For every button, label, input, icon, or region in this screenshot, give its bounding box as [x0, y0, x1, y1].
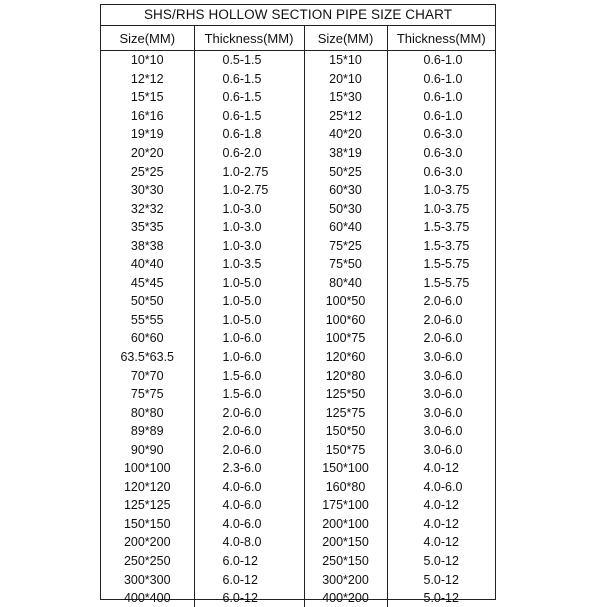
thickness-cell: 1.5-5.75 [387, 255, 495, 274]
size-cell: 75*50 [304, 255, 387, 274]
table-row [101, 107, 495, 126]
size-cell: 25*25 [101, 162, 194, 181]
size-cell: 89*89 [101, 422, 194, 441]
thickness-cell: 2.0-6.0 [194, 403, 304, 422]
size-cell: 175*100 [304, 496, 387, 515]
size-cell: 400*200 [304, 589, 387, 607]
thickness-cell: 0.6-1.8 [194, 125, 304, 144]
size-cell: 20*20 [101, 144, 194, 163]
size-cell: 38*19 [304, 144, 387, 163]
size-cell: 10*10 [101, 51, 194, 70]
thickness-cell: 0.6-1.0 [387, 70, 495, 89]
thickness-cell: 1.0-6.0 [194, 329, 304, 348]
thickness-cell: 1.0-3.5 [194, 255, 304, 274]
thickness-cell: 2.0-6.0 [194, 422, 304, 441]
size-cell: 125*75 [304, 403, 387, 422]
size-cell: 160*80 [304, 478, 387, 497]
size-cell: 80*40 [304, 274, 387, 293]
thickness-cell: 1.5-6.0 [194, 366, 304, 385]
thickness-cell: 0.6-1.0 [387, 88, 495, 107]
size-cell: 19*19 [101, 125, 194, 144]
table-row [101, 422, 495, 441]
table-row [101, 403, 495, 422]
thickness-cell: 1.5-3.75 [387, 218, 495, 237]
thickness-cell: 2.0-6.0 [387, 292, 495, 311]
size-cell: 100*60 [304, 311, 387, 330]
table-row [101, 589, 495, 607]
thickness-cell: 1.0-3.75 [387, 199, 495, 218]
size-cell: 25*12 [304, 107, 387, 126]
thickness-cell: 0.6-3.0 [387, 125, 495, 144]
size-cell: 150*75 [304, 440, 387, 459]
table-row [101, 459, 495, 478]
size-cell: 60*40 [304, 218, 387, 237]
thickness-cell: 3.0-6.0 [387, 348, 495, 367]
thickness-cell: 1.0-3.0 [194, 199, 304, 218]
table-row [101, 199, 495, 218]
thickness-cell: 3.0-6.0 [387, 385, 495, 404]
size-cell: 40*40 [101, 255, 194, 274]
size-cell: 120*80 [304, 366, 387, 385]
table-row [101, 274, 495, 293]
size-cell: 200*150 [304, 533, 387, 552]
thickness-cell: 3.0-6.0 [387, 366, 495, 385]
thickness-cell: 2.3-6.0 [194, 459, 304, 478]
size-cell: 50*30 [304, 199, 387, 218]
table-row [101, 218, 495, 237]
size-cell: 400*400 [101, 589, 194, 607]
size-cell: 250*250 [101, 552, 194, 571]
size-cell: 150*100 [304, 459, 387, 478]
table-row [101, 51, 495, 70]
thickness-cell: 4.0-12 [387, 533, 495, 552]
thickness-cell: 1.0-2.75 [194, 181, 304, 200]
thickness-cell: 5.0-12 [387, 552, 495, 571]
thickness-cell: 4.0-6.0 [194, 496, 304, 515]
header-row [101, 26, 495, 51]
thickness-cell: 0.6-3.0 [387, 144, 495, 163]
size-cell: 16*16 [101, 107, 194, 126]
size-cell: 250*150 [304, 552, 387, 571]
chart-title: SHS/RHS HOLLOW SECTION PIPE SIZE CHART [101, 5, 495, 26]
thickness-cell: 3.0-6.0 [387, 403, 495, 422]
size-cell: 300*200 [304, 570, 387, 589]
table-row [101, 88, 495, 107]
thickness-cell: 1.0-3.75 [387, 181, 495, 200]
table-row [101, 552, 495, 571]
table-row [101, 236, 495, 255]
thickness-cell: 6.0-12 [194, 570, 304, 589]
size-cell: 75*75 [101, 385, 194, 404]
thickness-cell: 1.5-3.75 [387, 236, 495, 255]
table-row [101, 181, 495, 200]
size-cell: 125*125 [101, 496, 194, 515]
header-thickness-2: Thickness(MM) [387, 26, 495, 51]
size-cell: 45*45 [101, 274, 194, 293]
size-cell: 120*120 [101, 478, 194, 497]
size-cell: 100*75 [304, 329, 387, 348]
size-cell: 50*25 [304, 162, 387, 181]
thickness-cell: 1.5-6.0 [194, 385, 304, 404]
thickness-cell: 5.0-12 [387, 589, 495, 607]
header-size-1: Size(MM) [101, 26, 194, 51]
size-cell: 60*60 [101, 329, 194, 348]
size-cell: 200*100 [304, 515, 387, 534]
table-row [101, 255, 495, 274]
thickness-cell: 1.0-3.0 [194, 236, 304, 255]
table-row [101, 515, 495, 534]
size-cell: 40*20 [304, 125, 387, 144]
thickness-cell: 6.0-12 [194, 552, 304, 571]
thickness-cell: 1.0-5.0 [194, 292, 304, 311]
thickness-cell: 4.0-12 [387, 496, 495, 515]
size-cell: 35*35 [101, 218, 194, 237]
size-cell: 125*50 [304, 385, 387, 404]
thickness-cell: 4.0-6.0 [387, 478, 495, 497]
size-chart [100, 4, 496, 600]
thickness-cell: 1.0-3.0 [194, 218, 304, 237]
thickness-cell: 1.0-5.0 [194, 274, 304, 293]
thickness-cell: 4.0-6.0 [194, 515, 304, 534]
table-row [101, 162, 495, 181]
table-body [101, 51, 495, 607]
table-row [101, 144, 495, 163]
size-cell: 15*15 [101, 88, 194, 107]
header-size-2: Size(MM) [304, 26, 387, 51]
thickness-cell: 1.0-5.0 [194, 311, 304, 330]
size-cell: 120*60 [304, 348, 387, 367]
thickness-cell: 0.5-1.5 [194, 51, 304, 70]
table-row [101, 570, 495, 589]
size-cell: 80*80 [101, 403, 194, 422]
thickness-cell: 1.0-2.75 [194, 162, 304, 181]
size-cell: 60*30 [304, 181, 387, 200]
thickness-cell: 0.6-1.5 [194, 88, 304, 107]
thickness-cell: 0.6-1.0 [387, 51, 495, 70]
size-cell: 200*200 [101, 533, 194, 552]
thickness-cell: 2.0-6.0 [194, 440, 304, 459]
size-cell: 150*150 [101, 515, 194, 534]
size-cell: 38*38 [101, 236, 194, 255]
size-cell: 150*50 [304, 422, 387, 441]
thickness-cell: 2.0-6.0 [387, 311, 495, 330]
thickness-cell: 4.0-12 [387, 459, 495, 478]
thickness-cell: 3.0-6.0 [387, 422, 495, 441]
size-cell: 75*25 [304, 236, 387, 255]
size-cell: 100*100 [101, 459, 194, 478]
table-row [101, 496, 495, 515]
thickness-cell: 0.6-1.5 [194, 107, 304, 126]
size-cell: 20*10 [304, 70, 387, 89]
thickness-cell: 6.0-12 [194, 589, 304, 607]
size-cell: 70*70 [101, 366, 194, 385]
table-row [101, 385, 495, 404]
header-thickness-1: Thickness(MM) [194, 26, 304, 51]
size-cell: 50*50 [101, 292, 194, 311]
table-row [101, 70, 495, 89]
table-row [101, 292, 495, 311]
size-cell: 30*30 [101, 181, 194, 200]
thickness-cell: 0.6-2.0 [194, 144, 304, 163]
thickness-cell: 4.0-6.0 [194, 478, 304, 497]
size-cell: 15*10 [304, 51, 387, 70]
table-row [101, 348, 495, 367]
table-row [101, 533, 495, 552]
thickness-cell: 0.6-3.0 [387, 162, 495, 181]
size-cell: 300*300 [101, 570, 194, 589]
size-cell: 63.5*63.5 [101, 348, 194, 367]
thickness-cell: 5.0-12 [387, 570, 495, 589]
thickness-cell: 1.0-6.0 [194, 348, 304, 367]
thickness-cell: 4.0-12 [387, 515, 495, 534]
size-cell: 12*12 [101, 70, 194, 89]
table-row [101, 311, 495, 330]
table-row [101, 125, 495, 144]
size-cell: 15*30 [304, 88, 387, 107]
size-cell: 90*90 [101, 440, 194, 459]
size-cell: 55*55 [101, 311, 194, 330]
thickness-cell: 0.6-1.5 [194, 70, 304, 89]
thickness-cell: 2.0-6.0 [387, 329, 495, 348]
table-row [101, 478, 495, 497]
size-table [101, 26, 495, 607]
table-row [101, 329, 495, 348]
size-cell: 32*32 [101, 199, 194, 218]
table-row [101, 366, 495, 385]
size-cell: 100*50 [304, 292, 387, 311]
thickness-cell: 1.5-5.75 [387, 274, 495, 293]
thickness-cell: 4.0-8.0 [194, 533, 304, 552]
table-row [101, 440, 495, 459]
thickness-cell: 3.0-6.0 [387, 440, 495, 459]
thickness-cell: 0.6-1.0 [387, 107, 495, 126]
